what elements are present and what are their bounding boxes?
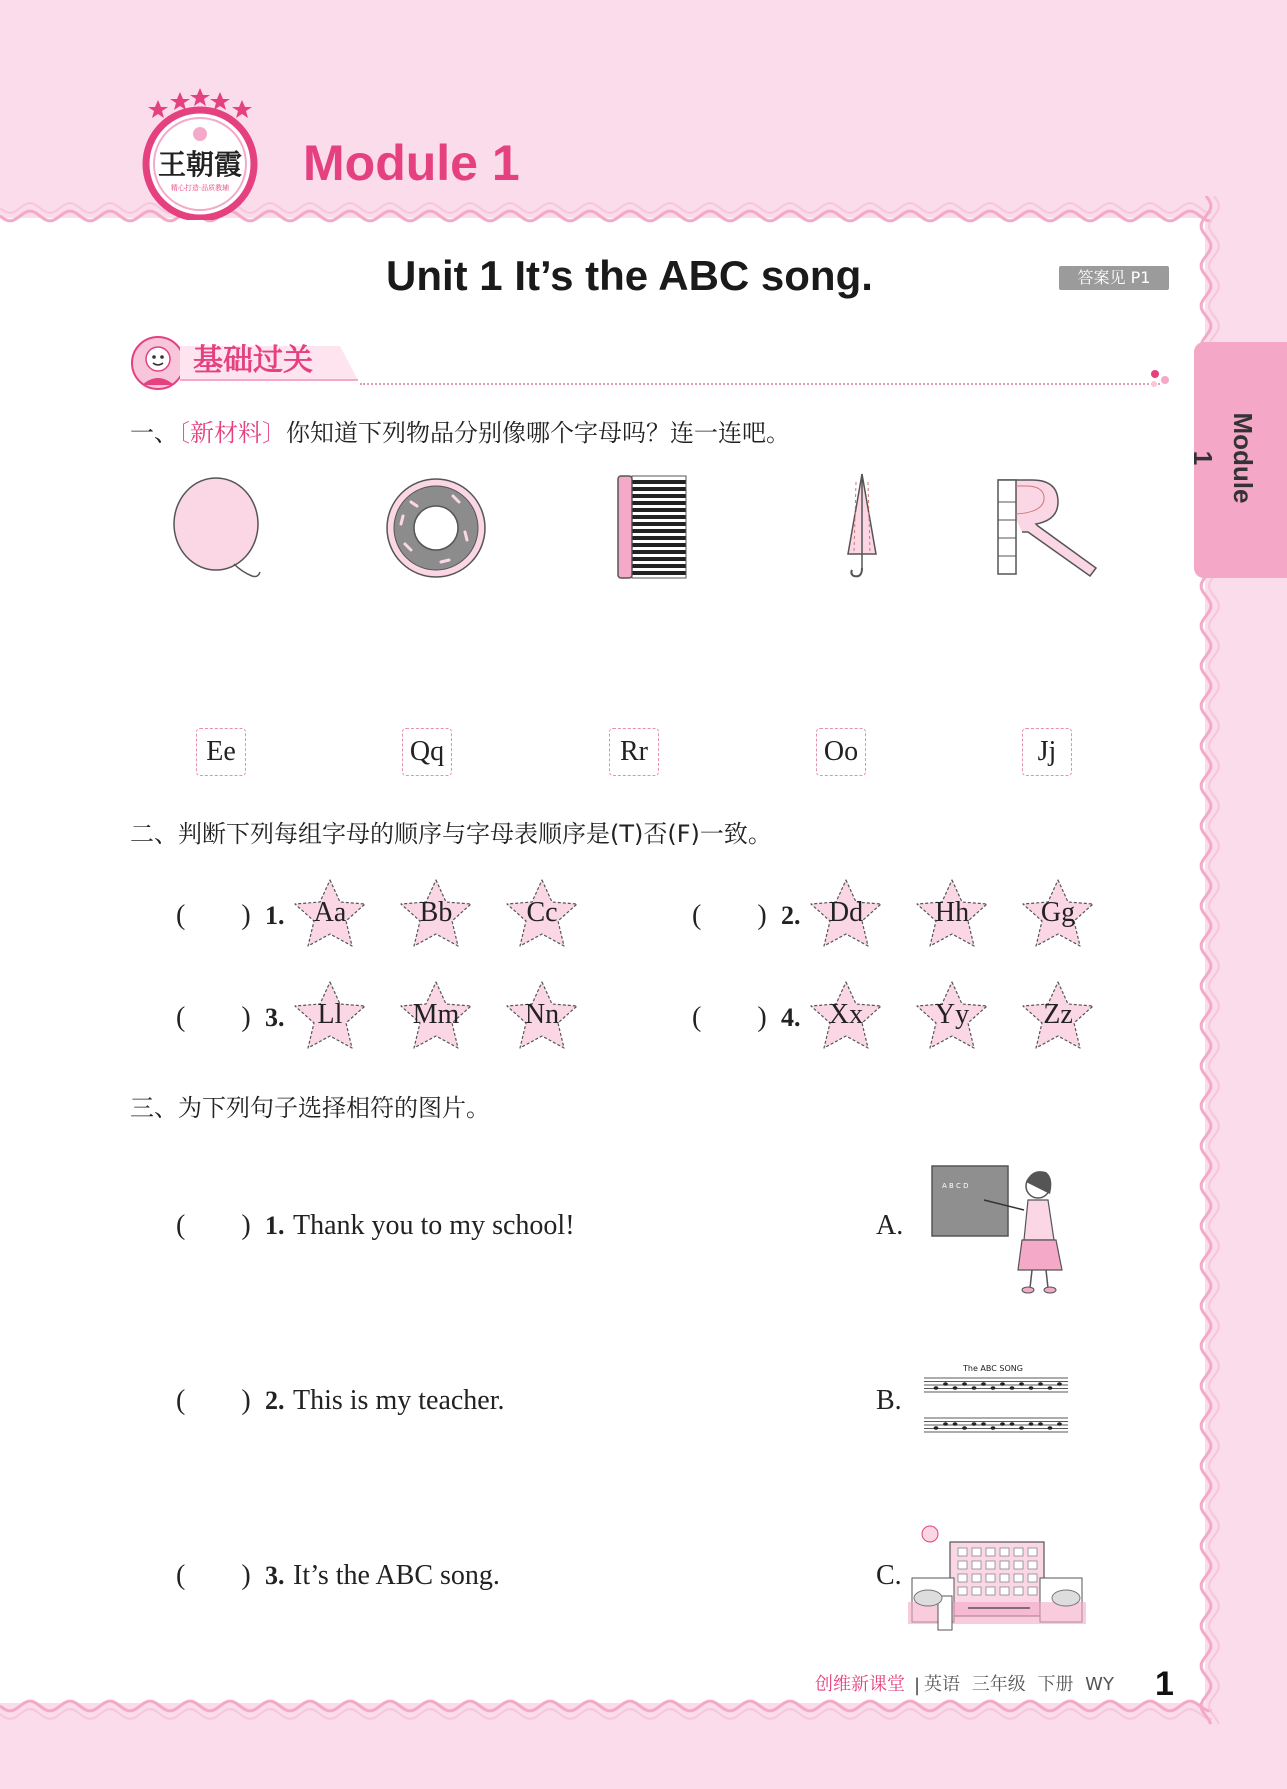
umbrella-icon [808, 472, 918, 582]
q3-item-number: 1. [265, 1211, 285, 1240]
unit-title: Unit 1 It’s the ABC song. [386, 252, 873, 299]
footer-brand: 创维新课堂 [815, 1674, 905, 1695]
answer-reference-badge: 答案见 P1 [1059, 266, 1169, 290]
q2-item-number: 1. [265, 901, 285, 930]
letter-box: Jj [1022, 728, 1072, 776]
star-letter: Mm [396, 978, 476, 1054]
q2-heading: 二、判断下列每组字母的顺序与字母表顺序是(T)否(F)一致。 [130, 820, 772, 848]
q2-item-number: 4. [781, 1003, 801, 1032]
answer-blank[interactable]: ( ) [176, 1210, 251, 1241]
section-title: 基础过关 [193, 343, 313, 378]
comb-icon [604, 472, 714, 582]
answer-blank[interactable]: ( ) [176, 1002, 251, 1033]
option-label: C. [876, 1560, 902, 1591]
school-building-icon [908, 1522, 1086, 1634]
balloon-icon [168, 472, 278, 582]
svg-text:A B C D: A B C D [942, 1182, 969, 1190]
star-letter: Aa [290, 876, 370, 952]
abc-song-sheet-music-icon [918, 1360, 1073, 1450]
letter-box: Ee [196, 728, 246, 776]
slide-icon [992, 472, 1102, 582]
letter-box: Rr [609, 728, 659, 776]
q3-item-number: 2. [265, 1386, 285, 1415]
side-tab-label: Module 1 [1188, 412, 1258, 504]
answer-blank[interactable]: ( ) [176, 1560, 251, 1591]
q1-prompt: 你知道下列物品分别像哪个字母吗？连一连吧。 [286, 419, 790, 447]
page-number: 1 [1155, 1665, 1174, 1703]
q2-item-number: 3. [265, 1003, 285, 1032]
q1-heading [130, 416, 790, 450]
answer-blank[interactable]: ( ) [692, 1002, 767, 1033]
letter-box: Oo [816, 728, 866, 776]
star-letter: Nn [502, 978, 582, 1054]
star-letter: Bb [396, 876, 476, 952]
answer-blank[interactable]: ( ) [176, 1385, 251, 1416]
star-letter: Yy [912, 978, 992, 1054]
option-label: A. [876, 1210, 904, 1241]
star-letter: Gg [1018, 876, 1098, 952]
star-letter: Dd [806, 876, 886, 952]
section-divider [360, 383, 1160, 386]
publisher-logo [138, 86, 262, 220]
svg-text:The ABC SONG: The ABC SONG [963, 1364, 1023, 1373]
star-letter: Cc [502, 876, 582, 952]
mascot-icon [130, 335, 186, 391]
q3-heading: 三、为下列句子选择相符的图片。 [130, 1094, 490, 1122]
q1-tag: 〔新材料〕 [178, 419, 286, 447]
teacher-at-blackboard-icon [928, 1160, 1078, 1296]
letter-box: Qq [402, 728, 452, 776]
decor-dots-icon [1145, 366, 1175, 390]
footer-info: 英语 三年级 下册 WY [924, 1674, 1114, 1695]
footer-separator: | [914, 1675, 921, 1696]
q3-sentence: Thank you to my school! [293, 1210, 575, 1241]
answer-blank[interactable]: ( ) [692, 900, 767, 931]
star-letter: Zz [1018, 978, 1098, 1054]
star-letter: Hh [912, 876, 992, 952]
donut-icon [381, 472, 491, 582]
module-title: Module 1 [303, 135, 520, 191]
q2-item-number: 2. [781, 901, 801, 930]
star-letter: Xx [806, 978, 886, 1054]
svg-text:王朝霞: 王朝霞 [157, 148, 243, 181]
q1-number: 一、 [130, 419, 178, 447]
option-label: B. [876, 1385, 902, 1416]
q3-sentence: This is my teacher. [293, 1385, 505, 1416]
answer-blank[interactable]: ( ) [176, 900, 251, 931]
q3-sentence: It’s the ABC song. [293, 1560, 500, 1591]
q3-item-number: 3. [265, 1561, 285, 1590]
star-letter: Ll [290, 978, 370, 1054]
svg-text:精心打造·品质教辅: 精心打造·品质教辅 [170, 184, 230, 192]
